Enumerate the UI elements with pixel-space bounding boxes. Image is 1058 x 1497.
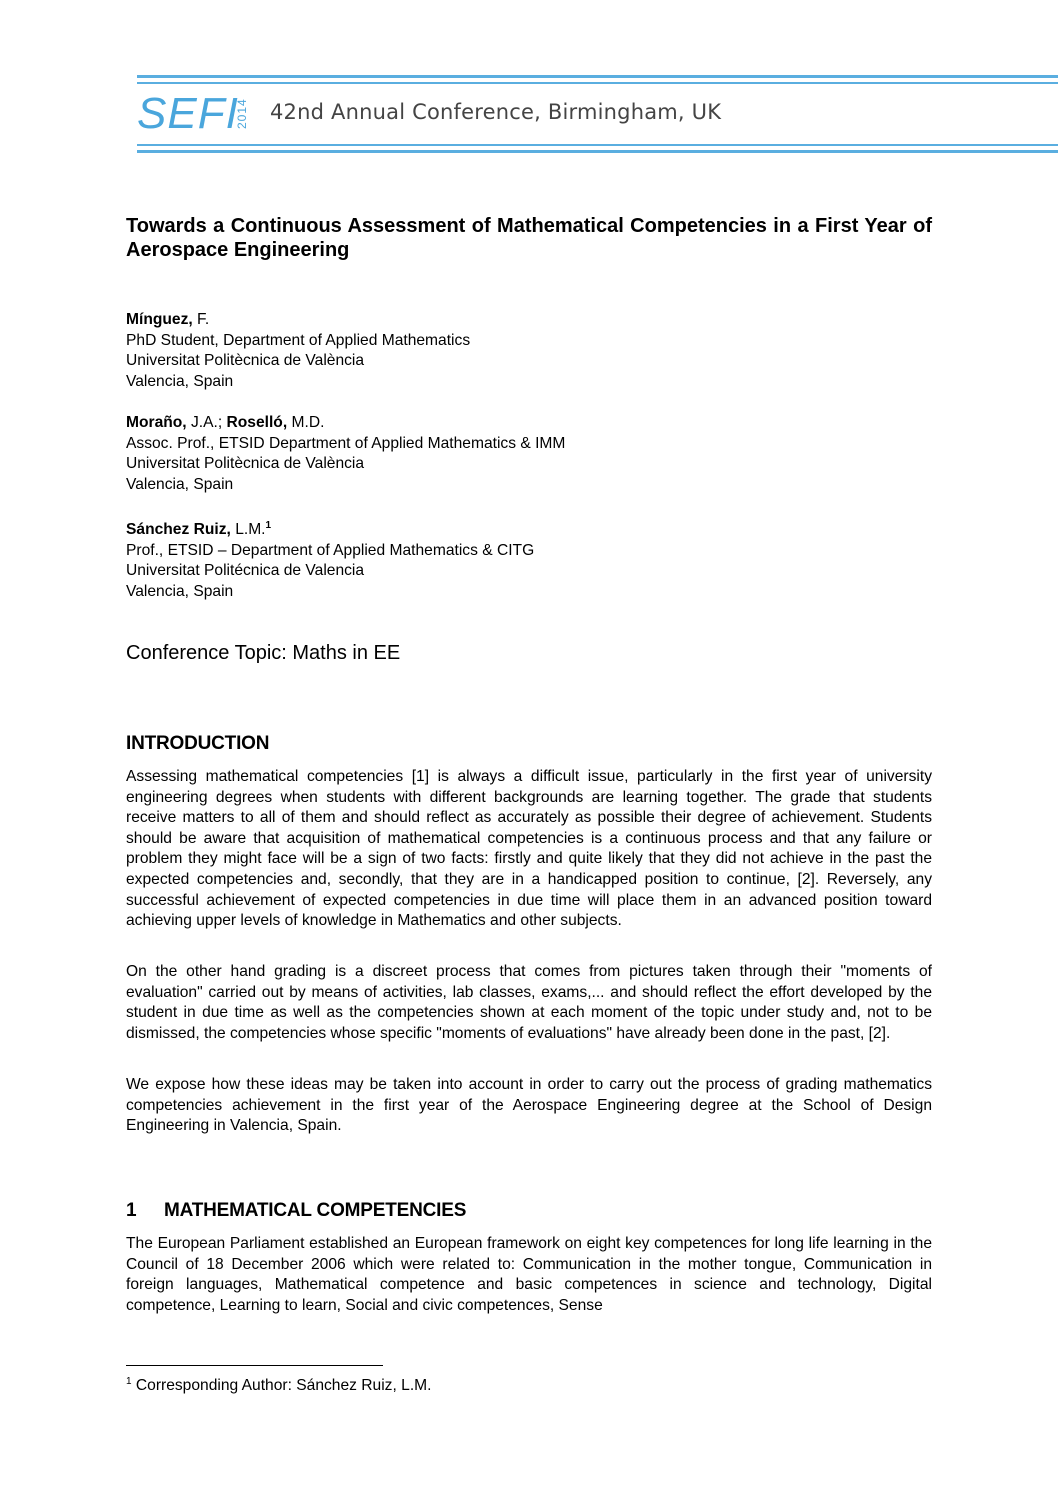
section-title: MATHEMATICAL COMPETENCIES xyxy=(164,1200,467,1221)
author-surname: Mínguez, xyxy=(126,311,193,328)
footnote-number: 1 xyxy=(126,1376,132,1387)
sefi-logo xyxy=(137,89,249,138)
intro-paragraph-2: On the other hand grading is a discreet process that comes from pictures taken through their "moments of evaluation" carried out by means of activities, lab classes, exams,... and should reflect the effort developed by the student in due time as well as the competencies shown at each moment of the topic under study and, not to be dismissed, the competencies whose specific "moments of evaluations" have already been done in the past, [2]. xyxy=(126,963,932,1042)
author-initials: L.M. xyxy=(230,521,266,539)
author-location: Valencia, Spain xyxy=(126,582,234,600)
header-rule-top-1 xyxy=(137,75,1058,78)
conference-name: 42nd Annual Conference, Birmingham, UK xyxy=(270,100,722,124)
author-block-1 xyxy=(126,310,826,392)
author-university: Universitat Politècnica de València xyxy=(126,455,365,473)
section-1-paragraph: The European Parliament established an European framework on eight key competences for long life learning in the Council of 18 December 2006 which were related to: Communication in the mother tongue, Communication in foreign languages, Mathematical competence and basic competences in science and technology, Digital competence, Learning to learn, Social and civic competences, Sense xyxy=(126,1235,932,1314)
footnote-mark: 1 xyxy=(265,520,272,531)
logo-text: SEFI xyxy=(137,89,239,138)
author-initials: F. xyxy=(192,311,210,328)
footnote-text: Corresponding Author: Sánchez Ruiz, L.M. xyxy=(131,1377,432,1395)
author-university: Universitat Politécnica de Valencia xyxy=(126,562,365,580)
footnote xyxy=(126,1376,431,1395)
author-surname: Sánchez Ruiz, xyxy=(126,521,231,539)
paper-title: Towards a Continuous Assessment of Mathematical Competencies in a First Year of Aerospace Engineering xyxy=(126,215,932,261)
header-rule-top-2 xyxy=(137,82,1058,84)
author-university: Universitat Politècnica de València xyxy=(126,352,365,370)
author-name xyxy=(126,413,826,434)
section-number: 1 xyxy=(126,1200,137,1221)
author-name xyxy=(126,516,826,541)
intro-paragraph-3: We expose how these ideas may be taken into account in order to carry out the process of grading mathematics competencies achievement in the first year of the Aerospace Engineering degree at the School of Design Engineering in Valencia, Spain. xyxy=(126,1076,932,1135)
author-affiliation: PhD Student, Department of Applied Mathematics xyxy=(126,331,471,349)
conference-topic: Conference Topic: Maths in EE xyxy=(126,642,401,664)
footnote-rule xyxy=(126,1365,383,1366)
author-affiliation: Prof., ETSID – Department of Applied Mathematics & CITG xyxy=(126,541,535,559)
logo-year: 2014 xyxy=(235,98,249,130)
author-surname: Roselló, xyxy=(226,414,288,431)
author-surname: Moraño, xyxy=(126,414,187,431)
header-rule-bottom-2 xyxy=(137,150,1058,153)
intro-paragraph-1: Assessing mathematical competencies [1] is always a difficult issue, particularly in the first year of university engineering degrees when students with different backgrounds are learning together. The grade that students receive matters to all of them and should reflect as accurately as possible their degree of achievement. Students should be aware that acquisition of mathematical competencies is a continuous process and that any failure or problem they might face will be a sign of two facts: firstly and quite likely that they did not achieve in the past the expected competencies and, secondly, that they are in a handicapped position to continue, [2]. Reversely, any successful achievement of expected competencies in due time will place them in an advanced position toward achieving upper levels of knowledge in Mathematics and other subjects. xyxy=(126,768,932,930)
author-initials: J.A.; xyxy=(186,414,227,431)
author-location: Valencia, Spain xyxy=(126,475,234,493)
author-initials: M.D. xyxy=(287,414,325,431)
header-rule-bottom-1 xyxy=(137,144,1058,146)
author-location: Valencia, Spain xyxy=(126,372,234,390)
section-heading-1 xyxy=(126,1200,466,1222)
author-name xyxy=(126,310,826,331)
author-affiliation: Assoc. Prof., ETSID Department of Applied Mathematics & IMM xyxy=(126,434,566,452)
section-heading-introduction: INTRODUCTION xyxy=(126,733,270,754)
author-block-2 xyxy=(126,413,826,495)
author-block-3 xyxy=(126,516,826,603)
